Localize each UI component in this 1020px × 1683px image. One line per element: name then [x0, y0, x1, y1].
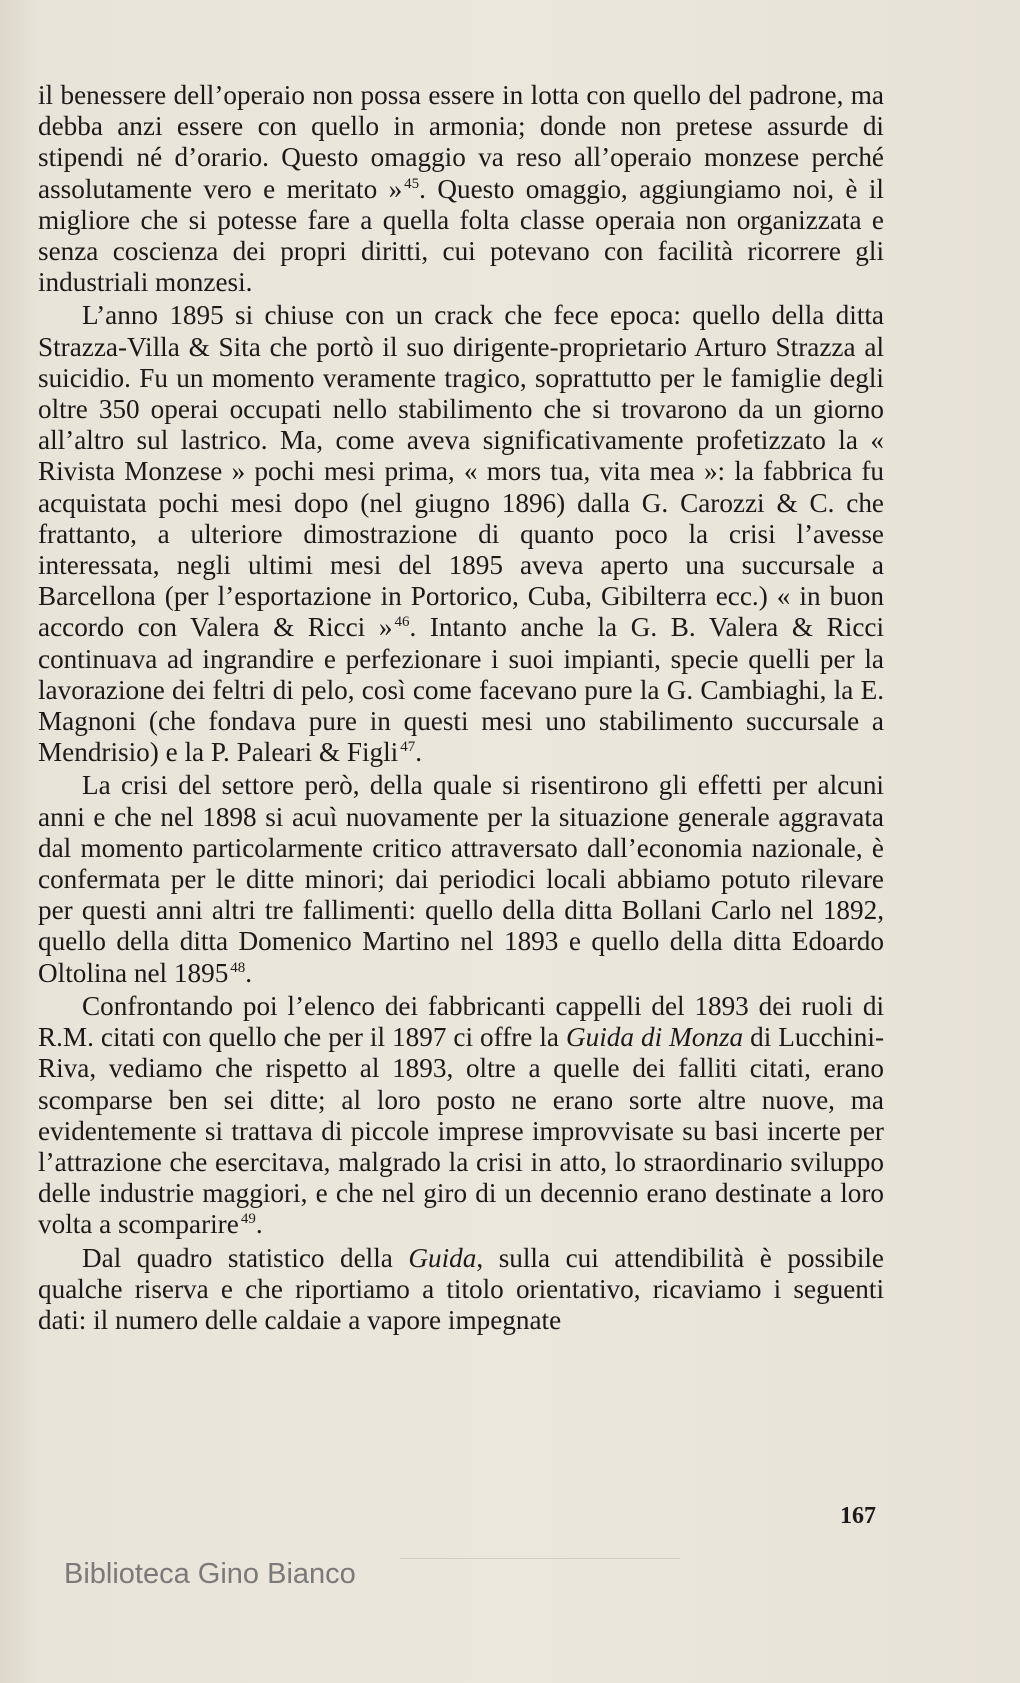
paragraph: [38, 80, 884, 298]
text-run: . Questo omaggio, aggiungiamo noi, è il migliore che si potesse fare a quella folta classe operaia non organizzata e senza coscienza dei propri diritti, cui potevano con facilità ricorrere gli industriali monzesi.: [38, 173, 884, 298]
paragraph: [38, 991, 884, 1241]
body-text: [38, 80, 884, 1338]
text-run: . Intanto anche la G. B. Valera & Ricci continuava ad ingrandire e perfezionare i suoi impianti, specie quelli per la lavorazione dei feltri di pelo, così come facevano pure la G. Cambiaghi, la E. Magnoni (che fondava pure in questi mesi uno stabilimento succursale a Mendrisio) e la P. Paleari & Figli: [38, 612, 885, 768]
text-run: L’anno 1895 si chiuse con un crack che fece epoca: quello della ditta Strazza-Villa & Sita che portò il suo dirigente-proprietario Arturo Strazza al suicidio. Fu un momento veramente tragico, soprattutto per le famiglie degli oltre 350 operai occupati nello stabilimento che si trovarono da un giorno all’altro sul lastrico. Ma, come aveva significativamente profetizzato la « Rivista Monzese » pochi mesi prima, « mors tua, vita mea »: la fabbrica fu acquistata pochi mesi dopo (nel giugno 1896) dalla G. Carozzi & C. che frattanto, a ulteriore dimostrazione di quanto poco la crisi l’avesse interessata, negli ultimi mesi del 1895 aveva aperto una succursale a Barcellona (per l’esportazione in Portorico, Cuba, Gibilterra ecc.) « in buon accordo con Valera & Ricci »: [38, 300, 884, 643]
page-number: 167: [840, 1503, 876, 1529]
footnote-ref: 49: [240, 1211, 256, 1228]
paragraph: [38, 300, 884, 768]
library-watermark: Biblioteca Gino Bianco: [64, 1558, 356, 1590]
text-run: .: [415, 737, 422, 768]
paragraph: [38, 1243, 884, 1337]
footnote-ref: 45: [404, 175, 420, 192]
text-run: Confrontando poi l’elenco dei fabbricanti cappelli del 1893 dei ruoli di R.M. citati con quello che per il 1897 ci offre la: [38, 990, 884, 1053]
footnote-ref: 48: [230, 959, 246, 976]
text-run: .: [255, 1209, 263, 1240]
divider: [400, 1558, 680, 1559]
paragraph: [38, 770, 884, 988]
footnote-ref: 47: [400, 739, 416, 756]
text-run: , sulla cui attendibilità è possibile qualche riserva e che riportiamo a titolo orientativo, ricaviamo i seguenti dati: il numero delle caldaie a vapore impegnate: [38, 1242, 884, 1335]
text-run: di Lucchini-Riva, vediamo che rispetto al 1893, oltre a quelle dei falliti citati, erano scomparse ben sei ditte; al loro posto ne erano sorte altre nuove, ma evidentemente si trattava di piccole imprese improvvisate su basi incerte per l’attrazione che esercitava, malgrado la crisi in atto, lo straordinario sviluppo delle industrie maggiori, e che nel giro di un decennio erano destinate a loro volta a scomparire: [38, 1022, 884, 1240]
italic-title: Guida: [408, 1242, 477, 1273]
text-run: il benessere dell’operaio non possa essere in lotta con quello del padrone, ma debba anzi essere con quello in armonia; donde non pretese assurde di stipendi né d’orario. Questo omaggio va reso all’operaio monzese perché assolutamente vero e meritato »: [38, 80, 884, 204]
footnote-ref: 46: [394, 614, 410, 631]
text-run: Dal quadro statistico della: [82, 1242, 409, 1273]
text-run: La crisi del settore però, della quale si risentirono gli effetti per alcuni anni e che nel 1898 si acuì nuovamente per la situazione generale aggravata dal momento particolarmente critico attraversato dall’economia nazionale, è confermata per le ditte minori; dai periodici locali abbiamo potuto rilevare per questi anni altri tre fallimenti: quello della ditta Bollani Carlo nel 1892, quello della ditta Domenico Martino nel 1893 e quello della ditta Edoardo Oltolina nel 1895: [38, 770, 884, 988]
italic-title: Guida di Monza: [566, 1022, 744, 1053]
text-run: .: [245, 957, 253, 988]
